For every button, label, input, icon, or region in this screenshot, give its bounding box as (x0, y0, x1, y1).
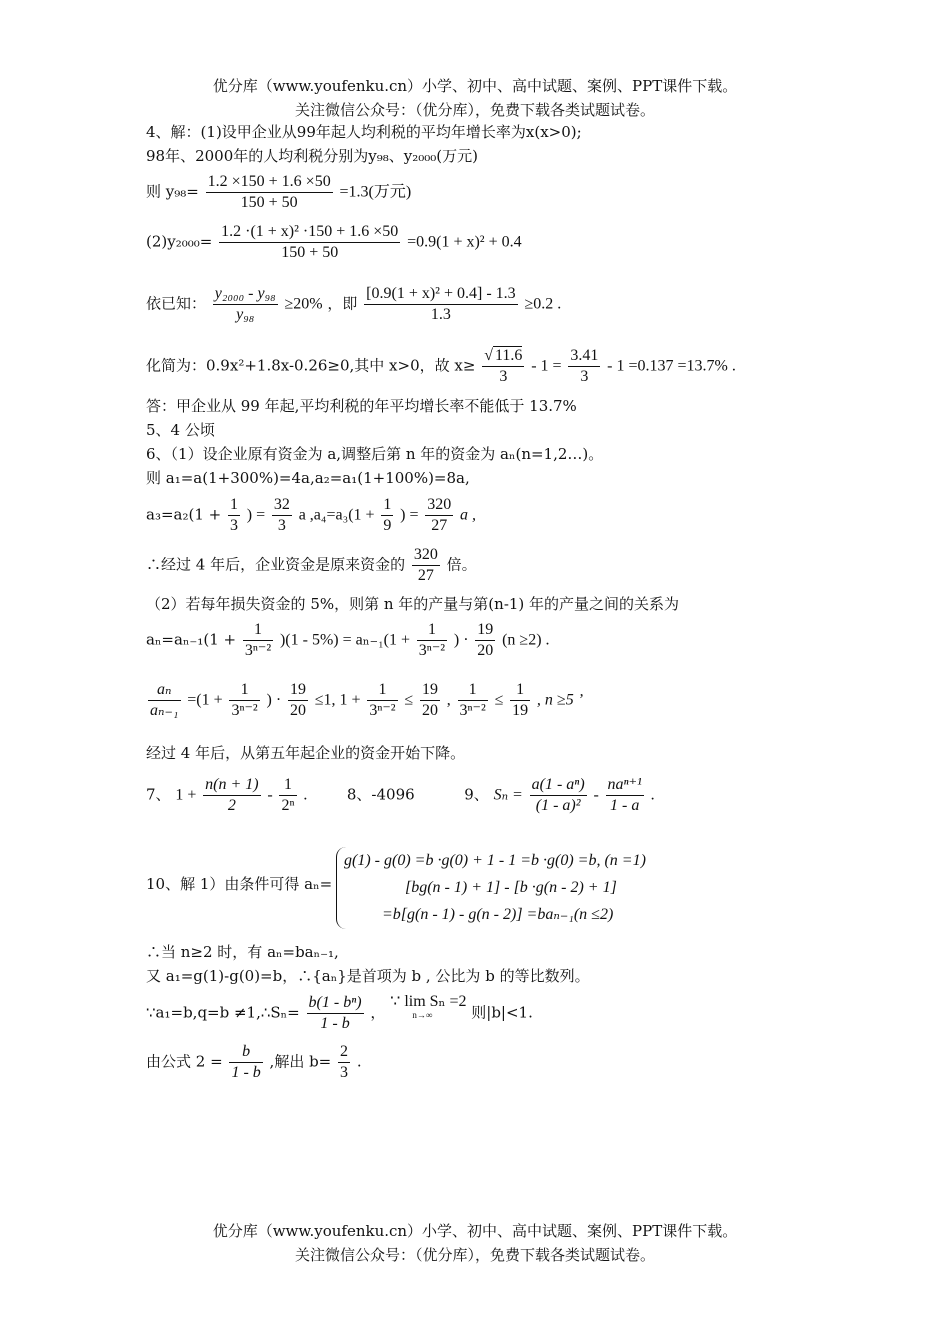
fraction-denominator: 20 (289, 702, 306, 719)
fraction-denominator: 3 (499, 368, 508, 385)
fraction-numerator: 1 (510, 680, 530, 701)
q6-l3-frac-4 (425, 495, 453, 536)
q4-answer: 答：甲企业从 99 年起,平均利税的年平均增长率不能低于 13.7% (146, 397, 577, 415)
fraction-denominator: 2ⁿ (281, 797, 295, 814)
q4-l6-prefix: 化简为：0.9x²+1.8x-0.26≥0,其中 x>0，故 x≥ (146, 356, 476, 375)
q7-frac-2 (279, 775, 296, 816)
q6-l7-frac-2 (288, 680, 308, 721)
fraction-numerator: 1 (279, 775, 296, 796)
q6-l3-frac-2 (272, 495, 292, 536)
q6-l7-frac-6 (510, 680, 530, 721)
fraction-numerator: 1 (381, 495, 393, 516)
q6-l7-frac-3 (367, 680, 397, 721)
q6-l7-d: ≤ (404, 691, 414, 709)
q6-l3-c: a ,a₄=a₃(1 + (298, 506, 375, 524)
q10-l5-frac-1 (229, 1042, 262, 1083)
q10-l5-frac-2 (338, 1042, 350, 1083)
q10-l4-a: ∵a₁=b,q=b ≠1,∴Sₙ= (146, 1003, 300, 1022)
q4-l3-result: =1.3(万元) (339, 183, 412, 201)
q4-line-3 (146, 172, 411, 213)
q4-line-4 (146, 222, 522, 263)
fraction-denominator: 1.3 (430, 306, 451, 323)
q6-l7-frac-4 (420, 680, 440, 721)
q4-l5-prefix: 依已知： (146, 294, 207, 313)
q9-c: . (650, 786, 655, 804)
fraction-denominator: 3ⁿ⁻² (459, 702, 486, 719)
q6-l7-g: , n ≥5 ’ (536, 691, 584, 709)
q6-l4-a: ∴经过 4 年后，企业资金是原来资金的 (146, 555, 406, 574)
q6-line-4 (146, 545, 477, 586)
q10-line-1: 10、解 1）由条件可得 aₙ= (146, 875, 333, 893)
q4-l6-fraction-2 (568, 346, 600, 387)
q5-answer: 5、4 公顷 (146, 421, 215, 439)
q9-label: 9、 (464, 785, 489, 804)
fraction-denominator: 20 (477, 642, 494, 659)
q6-l7-frac-1 (229, 680, 259, 721)
fraction-denominator: 3ⁿ⁻² (231, 702, 258, 719)
q6-l6-frac-3 (475, 620, 495, 661)
fraction-numerator: 19 (288, 680, 308, 701)
q6-line-7 (146, 680, 583, 721)
q7-b: - (267, 786, 273, 804)
fraction-numerator: 1 (228, 495, 240, 516)
q9-frac-2 (606, 775, 644, 816)
q6-line-3 (146, 495, 476, 536)
q10-l5-c: . (356, 1052, 362, 1071)
q4-line-5 (146, 284, 561, 325)
q6-line-1: 6、（1）设企业原有资金为 a,调整后第 n 年的资金为 aₙ(n=1,2…)。 (146, 445, 604, 463)
q4-l5-fraction-2 (364, 284, 517, 325)
q10-line-3: 又 a₁=g(1)-g(0)=b，∴{aₙ}是首项为 b , 公比为 b 的等比数列。 (146, 967, 590, 985)
q789-line (146, 775, 655, 816)
fraction-numerator: b (229, 1042, 262, 1063)
fraction-numerator: aₙ (148, 680, 181, 701)
fraction-numerator: 320 (425, 495, 453, 516)
q6-l7-frac-5 (458, 680, 488, 721)
q6-l7-b: ) · (266, 691, 282, 709)
q10-l5-b: ,解出 b= (269, 1052, 332, 1071)
q10-line-4 (146, 993, 533, 1034)
q6-l6-a: aₙ=aₙ₋₁(1 + (146, 630, 237, 649)
q6-l3-a: a₃=a₂(1 + (146, 505, 222, 524)
q6-line-8: 经过 4 年后，从第五年起企业的资金开始下降。 (146, 744, 466, 762)
q10-line-5 (146, 1042, 362, 1083)
q4-l6-result: - 1 =0.137 =13.7% . (607, 357, 736, 375)
fraction-denominator: 20 (421, 702, 438, 719)
q4-l5-ineq-2: ≥0.2 . (524, 295, 562, 313)
q6-line-5: （2）若每年损失资金的 5%，则第 n 年的产量与第(n-1) 年的产量之间的关系为 (146, 595, 680, 613)
q4-l3-prefix: 则 y₉₈= (146, 182, 199, 201)
fraction-denominator: 9 (383, 517, 392, 534)
limit-expression: ∵ lim Sₙ =2 (390, 993, 467, 1010)
fraction-denominator: 27 (431, 517, 448, 534)
q4-line-1: 4、解：(1)设甲企业从99年起人均利税的平均年增长率为x(x>0); (146, 123, 582, 141)
q6-l3-d: ) = (400, 506, 419, 524)
fraction-denominator: 19 (512, 702, 529, 719)
q6-line-2: 则 a₁=a(1+300%)=4a,a₂=a₁(1+100%)=8a, (146, 469, 470, 487)
fraction-denominator: 3 (230, 517, 238, 534)
fraction-denominator: 2 (227, 797, 236, 814)
header-line-2: 关注微信公众号：（优分库），免费下载各类试题试卷。 (294, 101, 655, 119)
fraction-numerator: 1 (367, 680, 397, 701)
q4-l3-fraction (206, 172, 333, 213)
q6-l3-b: ) = (246, 506, 266, 524)
q6-l7-a: =(1 + (187, 691, 223, 709)
fraction-numerator: 32 (272, 495, 292, 516)
q6-l6-frac-2 (417, 620, 447, 661)
q6-l7-e: , (446, 691, 451, 709)
fraction-numerator: 1 (229, 680, 259, 701)
q4-l5-fraction-1 (213, 284, 278, 325)
fraction-denominator: 1 - b (231, 1064, 261, 1081)
q9-frac-1 (530, 775, 587, 816)
q4-l4-prefix: (2)y₂₀₀₀= (146, 232, 213, 251)
fraction-denominator: y₉₈ (236, 306, 255, 323)
fraction-numerator: a(1 - aⁿ) (530, 775, 587, 796)
q6-l7-c: ≤1, 1 + (314, 691, 361, 709)
fraction-numerator: [0.9(1 + x)² + 0.4] - 1.3 (364, 284, 517, 305)
q6-l3-frac-3 (381, 495, 393, 536)
fraction-denominator: 1 - a (610, 797, 640, 814)
fraction-numerator: b(1 - bⁿ) (307, 993, 364, 1014)
fraction-numerator: √ 11.6 (482, 346, 524, 367)
q10-case-1: g(1) - g(0) =b ·g(0) + 1 - 1 =b ·g(0) =b, (n =1) (344, 852, 646, 869)
fraction-denominator: 27 (417, 567, 434, 584)
q6-l7-frac-0 (148, 680, 181, 721)
q10-case-3: =b[g(n - 1) - g(n - 2)] =baₙ₋₁(n ≤2) (382, 906, 614, 923)
q4-l5-ineq: ≥20% (284, 295, 323, 313)
fraction-numerator: 2 (338, 1042, 350, 1063)
q7-frac-1 (203, 775, 260, 816)
q8-answer: 8、-4096 (346, 785, 415, 804)
q10-l4-lim (390, 993, 466, 1020)
q7-c: . (303, 786, 308, 804)
q7-a: 1 + (175, 786, 197, 804)
q10-l4-d: 则|b|<1. (471, 1003, 533, 1022)
fraction-numerator: 1 (243, 620, 273, 641)
fraction-denominator: 150 + 50 (281, 244, 339, 261)
q6-l6-d: (n ≥2) . (502, 631, 550, 649)
q9-a: Sₙ = (493, 786, 523, 804)
fraction-denominator: 3ⁿ⁻² (418, 642, 446, 659)
q10-l4-frac (307, 993, 364, 1034)
q4-l4-result: =0.9(1 + x)² + 0.4 (407, 233, 522, 251)
q6-l6-frac-1 (243, 620, 273, 661)
q7-label: 7、 (146, 785, 171, 804)
q10-l5-a: 由公式 2 = (146, 1052, 223, 1071)
fraction-numerator: 320 (412, 545, 440, 566)
fraction-numerator: 19 (475, 620, 495, 641)
q10-case-2: [bg(n - 1) + 1] - [b ·g(n - 2) + 1] (405, 879, 617, 896)
q6-l6-b: )(1 - 5%) = aₙ₋₁(1 + (279, 631, 411, 649)
fraction-denominator: 1 - b (320, 1015, 350, 1032)
q4-l5-mid: ，即 (327, 294, 358, 313)
fraction-numerator: naⁿ⁺¹ (606, 775, 644, 796)
q6-l4-frac (412, 545, 440, 586)
q10-l4-b: ， (370, 1003, 386, 1022)
q6-line-6 (146, 620, 550, 661)
fraction-numerator: 1 (458, 680, 488, 701)
fraction-denominator: 3 (340, 1064, 349, 1081)
header-line-1: 优分库（www.youfenku.cn）小学、初中、高中试题、案例、PPT课件下载。 (212, 77, 738, 95)
q10-line-2: ∴当 n≥2 时，有 aₙ=baₙ₋₁, (146, 943, 339, 961)
fraction-numerator: 1 (417, 620, 447, 641)
q6-l6-c: ) · (453, 631, 469, 649)
footer-line-2: 关注微信公众号：（优分库），免费下载各类试题试卷。 (294, 1246, 655, 1264)
sqrt-radicand: 11.6 (495, 347, 523, 364)
fraction-numerator: 1.2 ·(1 + x)² ·150 + 1.6 ×50 (219, 222, 400, 243)
fraction-denominator: 3 (277, 517, 286, 534)
q4-l6-mid: - 1 = (531, 357, 562, 375)
q9-b: - (593, 786, 599, 804)
fraction-numerator: 3.41 (568, 346, 600, 367)
q6-l3-frac-1 (228, 495, 240, 536)
q6-l7-f: ≤ (494, 691, 504, 709)
fraction-numerator: n(n + 1) (203, 775, 260, 796)
fraction-denominator: aₙ₋₁ (150, 702, 179, 719)
fraction-numerator: 19 (420, 680, 440, 701)
footer-line-1: 优分库（www.youfenku.cn）小学、初中、高中试题、案例、PPT课件下载。 (212, 1222, 738, 1240)
fraction-denominator: (1 - a)² (535, 797, 581, 814)
fraction-denominator: 3 (580, 368, 589, 385)
limit-subscript: n→∞ (412, 1010, 433, 1020)
fraction-denominator: 3ⁿ⁻² (369, 702, 396, 719)
q4-l6-fraction-1 (482, 346, 524, 387)
fraction-numerator: y₂₀₀₀ - y₉₈ (213, 284, 278, 305)
q4-l4-fraction (219, 222, 400, 263)
fraction-denominator: 3ⁿ⁻² (244, 642, 272, 659)
q4-line-2: 98年、2000年的人均利税分别为y₉₈、y₂₀₀₀(万元) (146, 147, 478, 165)
fraction-denominator: 150 + 50 (240, 194, 298, 211)
fraction-numerator: 1.2 ×150 + 1.6 ×50 (206, 172, 333, 193)
q6-l4-b: 倍。 (446, 555, 477, 574)
q6-l3-e: a , (460, 506, 477, 524)
q4-line-6 (146, 346, 736, 387)
